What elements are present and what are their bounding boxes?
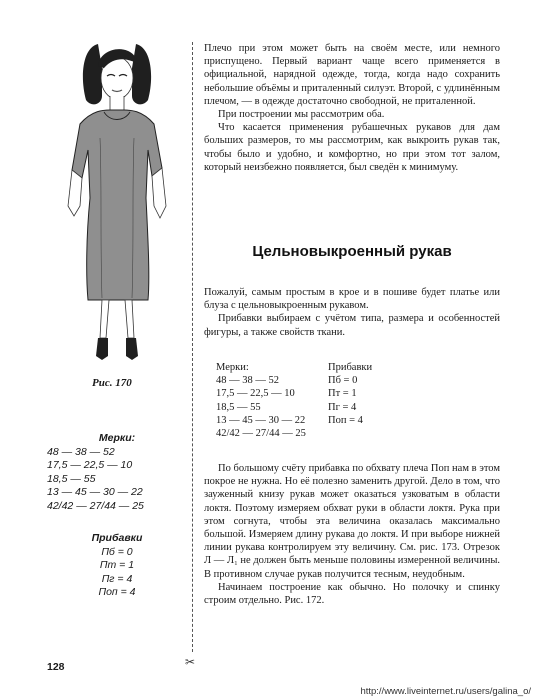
table-cell: Пг = 4: [328, 401, 357, 413]
paragraph: Начинаем построение как обычно. Но полочку и спинку строим отдельно. Рис. 172.: [204, 581, 500, 607]
dress-figure-illustration: [52, 38, 182, 368]
right-shoe-shape: [126, 338, 138, 360]
sidebar-measure-row: 18,5 — 55: [47, 472, 96, 485]
table-cell: 42/42 — 27/44 — 25: [216, 428, 306, 440]
closing-text: [204, 462, 500, 607]
table-cell: 18,5 — 55: [216, 401, 261, 413]
paragraph: При построении мы рассмотрим оба.: [218, 109, 385, 121]
intro-text: [204, 42, 500, 174]
sidebar-measures: [47, 432, 187, 513]
table-cell: Поп = 4: [328, 414, 363, 426]
sidebar-measure-row: 13 — 45 — 30 — 22: [47, 486, 143, 498]
scissors-icon: ✂: [185, 655, 196, 669]
table-cell: Пб = 0: [328, 375, 358, 387]
section-text: [204, 286, 500, 339]
table-cell: 17,5 — 22,5 — 10: [216, 388, 295, 400]
sidebar-addition-row: Пг = 4: [101, 572, 133, 585]
sidebar-addition-row: Поп = 4: [98, 586, 136, 598]
figure-caption: Рис. 170: [92, 377, 132, 389]
dress-shape: [72, 110, 162, 300]
sidebar-additions: [47, 532, 187, 600]
section-heading: Цельновыкроенный рукав: [252, 243, 452, 260]
dashed-cut-line: [192, 42, 193, 652]
table-header: Прибавки: [328, 362, 373, 373]
sidebar-measures-title: Мерки:: [98, 432, 136, 444]
additions-column: [328, 361, 372, 440]
sidebar-addition-row: Пт = 1: [99, 559, 135, 571]
sidebar-measure-row: 42/42 — 27/44 — 25: [47, 499, 144, 512]
paragraph: По большому счёту прибавка по обхвату плеча Поп нам в этом покрое не нужна. Но её полезно заменить другой. Дело в том, что зауженный книзу рукав может оказаться узковатым в области локтя. Поэтому измеряем обхват руки в области локтя. Рука при этом согнута, чтобы эта величина оказалась максимально большой. Измеряем длину рукава до локтя. И при выборе нижней линии рукава контролируем эту величину. См. рис. 173. Отрезок Л — Л₁ не должен быть меньше половины измеренной величины. В противном случае рукав получится тесным, неудобным.: [204, 463, 500, 580]
paragraph: Пожалуй, самым простым в крое и в пошиве будет платье или блуза с цельновыкроенным рукавом.: [204, 287, 500, 312]
sidebar-addition-row: Пб = 0: [101, 545, 133, 558]
table-cell: 13 — 45 — 30 — 22: [216, 414, 306, 426]
sidebar-additions-title: Прибавки: [91, 532, 143, 544]
paragraph: Плечо при этом может быть на своём месте, или немного приспущено. Первый вариант чаще всего применяется в официальной, нарядной одежде, тогда, когда надо сохранить небольшие объёмы и приталенный силуэт. Второй, с удлинённым плечом, — в одежде достаточно свободной, не приталенной.: [204, 43, 500, 107]
page-number: 128: [47, 661, 65, 673]
measures-column: [216, 361, 328, 440]
sidebar-measure-row: 17,5 — 22,5 — 10: [47, 459, 133, 471]
left-shoe-shape: [96, 338, 108, 360]
paragraph: Прибавки выбираем с учётом типа, размера и особенностей фигуры, а также свойств ткани.: [204, 313, 500, 338]
paragraph: Что касается применения рубашечных рукавов для дам больших размеров, то мы рассмотрим, как выкроить рукав так, чтобы было и удобно, и комфортно, но при этом тот залом, который неизбежно появляется, был сведён к минимуму.: [204, 122, 500, 173]
measurements-table: [216, 361, 416, 440]
source-url: http://www.liveinternet.ru/users/galina_o/: [360, 686, 531, 697]
sidebar-measure-row: 48 — 38 — 52: [47, 445, 115, 458]
table-header: Мерки:: [216, 362, 249, 373]
table-cell: Пт = 1: [328, 388, 357, 400]
table-cell: 48 — 38 — 52: [216, 375, 279, 387]
